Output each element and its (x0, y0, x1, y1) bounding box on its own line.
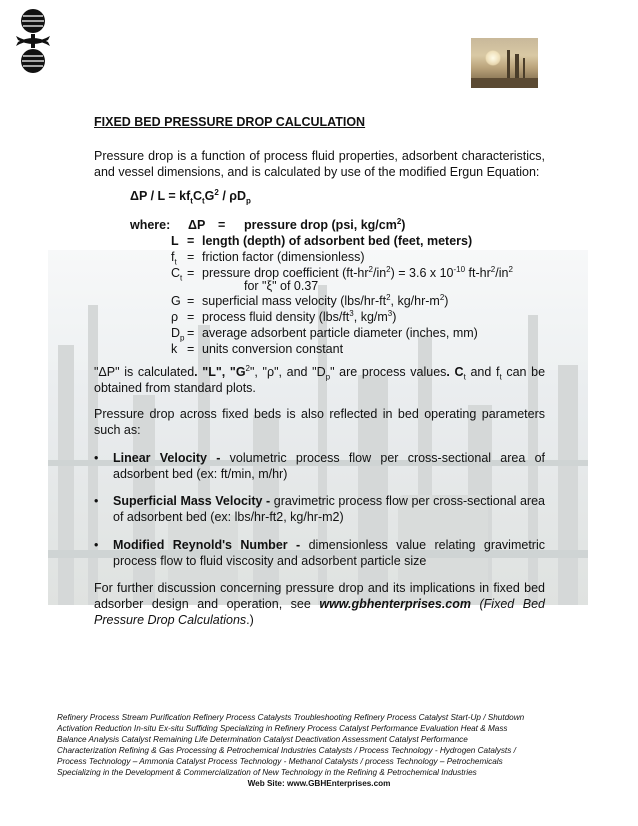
bullet-dot-icon: • (94, 494, 99, 508)
bullet-modified-reynolds-number: • Modified Reynold's Number - dimensionless value relating gravimetric process flow to fluid viscosity and adsorbent particle size (94, 538, 545, 568)
def-rho-text: process fluid density ($lbs/ft^3$, $kg/m^3$) (202, 308, 397, 324)
document-title: FIXED BED PRESSURE DROP CALCULATION (94, 115, 366, 129)
def-k-text: units conversion constant (202, 342, 344, 356)
def-g-text: superficial mass velocity ($lbs/hr-ft^2$, $kg/hr-m^2$) (202, 292, 449, 308)
footer-services-text: Refinery Process Stream Purification Refinery Process Catalysts Troubleshooting Refinery Process Catalyst Start-Up / Shutdown Activation Reduction In-situ Ex-situ Suffiding Specializing in Refinery Process Catalyst Performance Evaluation Heat & Mass Balance Analysis Catalyst Remaining Life Determination Catalyst Deactivation Assessment Catalyst Performance Characterization Refining & Gas Processing & Petrochemical Industries Catalysts / Process Technology - Hydrogen Catalysts / Process Technology – Ammonia Catalyst Process Technology - Methanol Catalysts / process Technology – Petrochemicals Specializing in the Development & Commercialization of New Technology in the Refining & Petrochemical Industries (57, 713, 525, 777)
where-label: where: (130, 218, 171, 232)
def-dp-text: average adsorbent particle diameter (inches, mm) (202, 326, 478, 340)
def-rho-equals: = (187, 310, 195, 324)
def-ft-text: friction factor (dimensionless) (202, 250, 365, 264)
bed-parameters-intro: Pressure drop across fixed beds is also reflected in bed operating parameters such as: (94, 407, 545, 437)
def-rho-symbol: ρ (171, 310, 179, 324)
def-ct-text: pressure drop coefficient $(ft-hr^2/in^2) = 3.6$ x $10^{-10}$ $ft-hr^2/in^2$ (202, 264, 513, 280)
def-dp-symbol: $D_p$ (171, 326, 185, 343)
def-k-symbol: k (171, 342, 178, 356)
footer-website[interactable]: Web Site: www.GBHEnterprises.com (247, 779, 391, 788)
bullet-dot-icon: • (94, 451, 99, 465)
def-delta-p-equals: = (218, 218, 226, 232)
gbh-website-link[interactable]: www.gbhenterprises.com (319, 597, 471, 611)
def-l-equals: = (187, 234, 195, 248)
def-g-symbol: G (171, 294, 181, 308)
company-logo (12, 6, 54, 76)
calculation-note: "ΔP" is calculated. "L", "$G^2$", "ρ", and "$D_p$" are process values. $C_t$ and $f_t$ can be obtained from standard plots. (94, 363, 546, 395)
def-l-text: length (depth) of adsorbent bed (feet, meters) (202, 234, 473, 248)
bullet-superficial-mass-velocity: • Superficial Mass Velocity - gravimetric process flow per cross-sectional area of adsorbent bed (ex: lbs/hr-ft2, kg/hr-m2) (94, 494, 545, 524)
def-delta-p-text: pressure drop (psi, $kg/cm^2$) (244, 216, 406, 232)
def-ct-equals: = (187, 266, 195, 280)
def-g-equals: = (187, 294, 195, 308)
refinery-photo (471, 38, 538, 88)
ergun-equation: $\Delta P / L = kf_tC_tG^2 / \rho D_p$ (130, 187, 251, 206)
def-k-equals: = (187, 342, 195, 356)
def-ct-note: for "ξ" of 0.37 (244, 279, 319, 293)
def-ct-symbol: $C_t$ (171, 266, 183, 283)
bullet-dot-icon: • (94, 538, 99, 552)
closing-paragraph: For further discussion concerning pressure drop and its implications in fixed bed adsorber design and operation, see www.gbhenterprises.com (Fixed Bed Pressure Drop Calculations.) (94, 581, 545, 627)
def-delta-p-symbol: ΔP (188, 218, 206, 232)
intro-paragraph: Pressure drop is a function of process fluid properties, adsorbent characteristics, and vessel dimensions, and is calculated by use of the modified Ergun Equation: (94, 149, 545, 179)
def-dp-equals: = (187, 326, 195, 340)
def-l-symbol: L (171, 234, 179, 248)
def-ft-equals: = (187, 250, 195, 264)
bullet-linear-velocity: • Linear Velocity - volumetric process flow per cross-sectional area of adsorbent bed (ex: ft/min, m/hr) (94, 451, 545, 481)
def-ft-symbol: $f_t$ (171, 250, 177, 267)
